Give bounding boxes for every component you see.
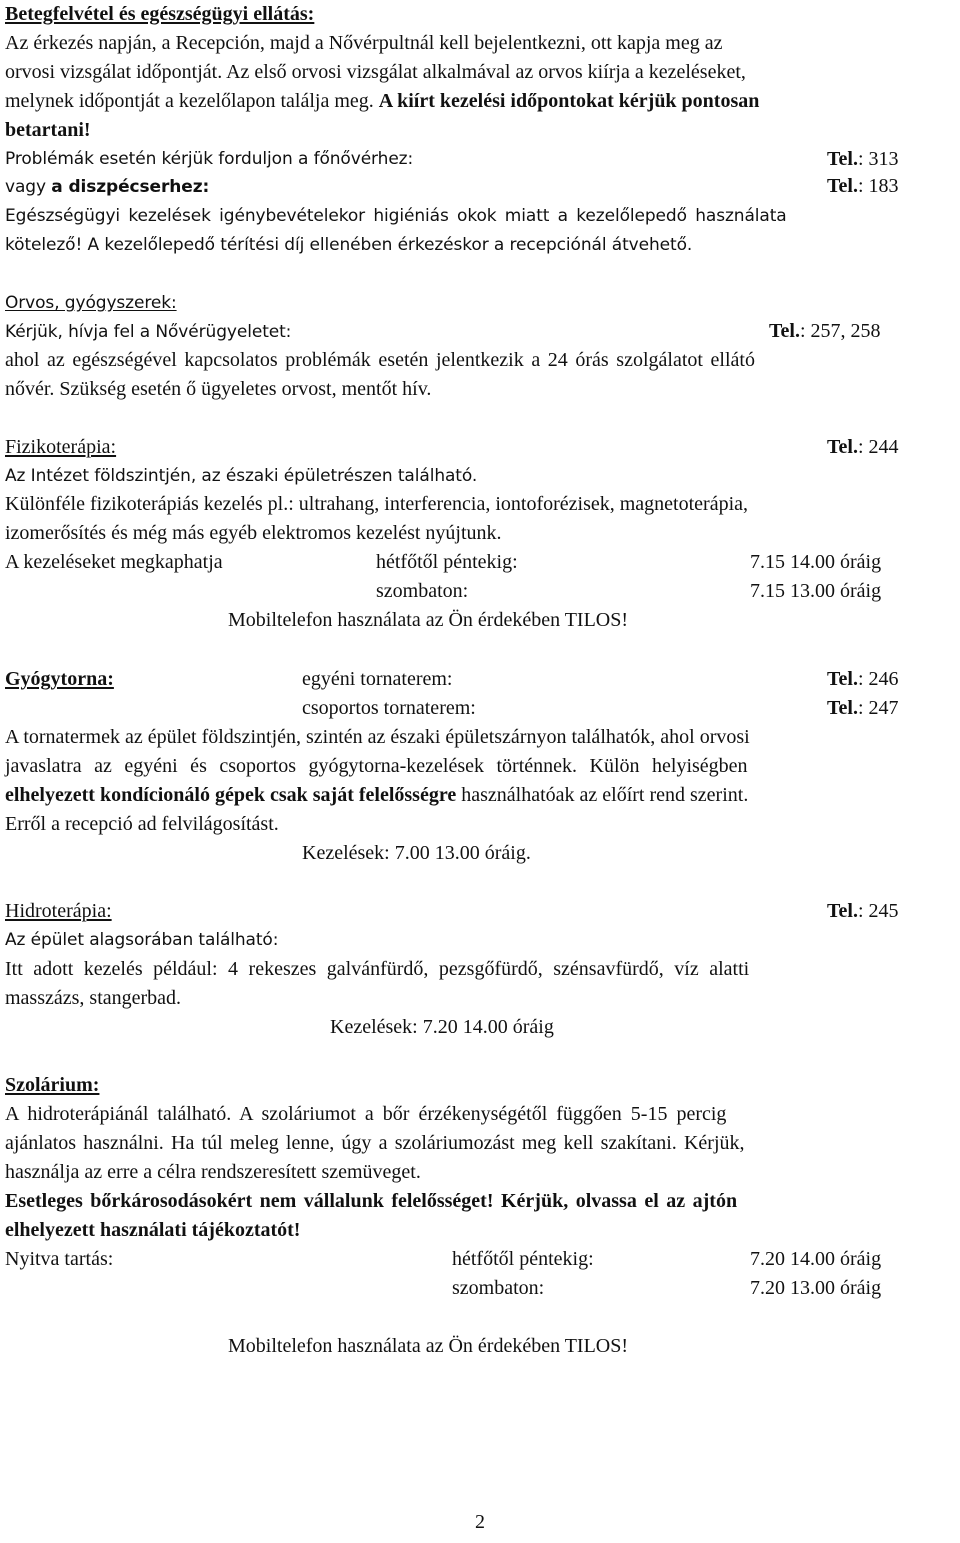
solarium-paragraph-line: ajánlatos használni. Ha túl meleg lenne, úgy a szoláriumozást meg kell szakítani. Kérjük, (5, 1132, 745, 1154)
physio-location: Az Intézet földszintjén, az északi épületrészen található. (5, 466, 478, 486)
group-gym-label: csoportos tornaterem: (302, 697, 476, 719)
solarium-heading: Szolárium: (5, 1074, 100, 1096)
tel-prefix: Tel. (827, 148, 858, 170)
solarium-paragraph-line: használja az erre a célra rendszeresített szemüveget. (5, 1161, 421, 1183)
physio-weekday-label: hétfőtől péntekig: (376, 551, 518, 573)
solarium-opening-label: Nyitva tartás: (5, 1248, 114, 1270)
solarium-phone-notice: Mobiltelefon használata az Ön érdekében TILOS! (228, 1335, 629, 1357)
hydro-phone (827, 899, 899, 923)
problems-phone (827, 147, 899, 171)
tel-prefix: Tel. (827, 175, 858, 197)
admission-paragraph-line (5, 31, 955, 55)
exercise-paragraph-line: javaslatra az egyéni és csoportos gyógytorna-kezelések történnek. Külön helyiségben (5, 755, 748, 777)
admission-emphasis: A kiírt kezelési időpontokat kérjük pontosan (378, 90, 760, 112)
solarium-weekday-hours: 7.20 14.00 óráig (750, 1248, 882, 1270)
admission-text: melynek időpontját a kezelőlapon találja meg. (5, 90, 374, 112)
dispatcher-label (5, 175, 209, 199)
doctor-paragraph-line: ahol az egészségével kapcsolatos problémák esetén jelentkezik a 24 órás szolgálatot ellátó (5, 349, 755, 371)
admission-heading: Betegfelvétel és egészségügyi ellátás: (5, 3, 315, 25)
solarium-paragraph-line: A hidroterápiánál található. A szoláriumot a bőr érzékenységétől függően 5-15 percig (5, 1103, 727, 1125)
slipper-notice-line: kötelező! A kezelőlepedő térítési díj ellenében érkezéskor a recepciónál átvehető. (5, 235, 693, 255)
individual-gym-phone (827, 667, 899, 691)
physio-heading: Fizikoterápia: (5, 436, 117, 458)
solarium-saturday-hours: 7.20 13.00 óráig (750, 1277, 882, 1299)
hydro-location: Az épület alagsorában található: (5, 930, 279, 950)
solarium-warning-line: Esetleges bőrkárosodásokért nem vállalunk felelősséget! Kérjük, olvassa el az ajtón (5, 1190, 738, 1212)
doctor-heading: Orvos, gyógyszerek: (5, 293, 177, 313)
tel-number: : 183 (857, 175, 899, 197)
physio-saturday-label: szombaton: (376, 580, 469, 602)
exercise-paragraph-line: Erről a recepció ad felvilágosítást. (5, 813, 279, 835)
tel-number: : 245 (857, 900, 899, 922)
admission-paragraph-line: orvosi vizsgálat időpontját. Az első orvosi vizsgálat alkalmával az orvos kiírja a kezeléseket, (5, 61, 746, 83)
tel-prefix: Tel. (827, 900, 858, 922)
tel-prefix: Tel. (769, 320, 800, 342)
exercise-emphasis: elhelyezett kondícionáló gépek csak saját felelősségre (5, 784, 457, 806)
tel-prefix: Tel. (827, 697, 858, 719)
slipper-notice-line: Egészségügyi kezelések igénybevételekor higiéniás okok miatt a kezelőlepedő használata (5, 206, 787, 226)
physio-paragraph-line: Különféle fizikoterápiás kezelés pl.: ultrahang, interferencia, iontoforézisek, magnetoterápia, (5, 493, 749, 515)
physio-weekday-hours: 7.15 14.00 óráig (750, 551, 882, 573)
admission-emphasis: betartani! (5, 119, 91, 141)
tel-number: : 257, 258 (799, 320, 881, 342)
dispatcher-prefix: vagy (5, 177, 46, 197)
solarium-warning-line: elhelyezett használati tájékoztatót! (5, 1219, 301, 1241)
physio-phone (827, 435, 899, 459)
hydro-heading: Hidroterápia: (5, 900, 112, 922)
solarium-weekday-label: hétfőtől péntekig: (452, 1248, 594, 1270)
problems-label: Problémák esetén kérjük forduljon a főnővérhez: (5, 149, 414, 169)
tel-number: : 247 (857, 697, 899, 719)
physio-paragraph-line: izomerősítés és még más egyéb elektromos kezelést nyújtunk. (5, 522, 502, 544)
hydro-paragraph-line: Itt adott kezelés például: 4 rekeszes galvánfürdő, pezsgőfürdő, szénsavfürdő, víz alatti (5, 958, 750, 980)
group-gym-phone (827, 696, 899, 720)
tel-number: : 244 (857, 436, 899, 458)
nurse-phone (769, 319, 881, 343)
exercise-paragraph-line (5, 783, 748, 807)
solarium-saturday-label: szombaton: (452, 1277, 545, 1299)
exercise-heading: Gyógytorna: (5, 668, 114, 690)
tel-number: : 246 (857, 668, 899, 690)
hydro-paragraph-line: masszázs, stangerbad. (5, 987, 182, 1009)
admission-text: Az érkezés napján, a Recepción, majd a Nővérpultnál kell bejelentkezni, ott kapja meg az (5, 32, 723, 54)
hydro-hours: Kezelések: 7.20 14.00 óráig (330, 1016, 554, 1038)
exercise-paragraph-line: A tornatermek az épület földszintjén, szintén az északi épületszárnyon találhatók, ahol orvosi (5, 726, 750, 748)
dispatcher-phone (827, 174, 899, 198)
doctor-paragraph-line: nővér. Szükség esetén ő ügyeletes orvost, mentőt hív. (5, 378, 432, 400)
admission-paragraph-line (5, 89, 759, 113)
nurse-label: Kérjük, hívja fel a Nővérügyeletet: (5, 322, 292, 342)
page-number: 2 (475, 1511, 485, 1533)
tel-prefix: Tel. (827, 436, 858, 458)
tel-prefix: Tel. (827, 668, 858, 690)
dispatcher-emphasis: a diszpécserhez: (51, 177, 210, 197)
exercise-text: használhatóak az előírt rend szerint. (461, 784, 749, 806)
physio-phone-notice: Mobiltelefon használata az Ön érdekében TILOS! (228, 609, 629, 631)
physio-saturday-hours: 7.15 13.00 óráig (750, 580, 882, 602)
exercise-hours: Kezelések: 7.00 13.00 óráig. (302, 842, 531, 864)
physio-hours-label: A kezeléseket megkaphatja (5, 551, 223, 573)
tel-number: : 313 (857, 148, 899, 170)
individual-gym-label: egyéni tornaterem: (302, 668, 453, 690)
